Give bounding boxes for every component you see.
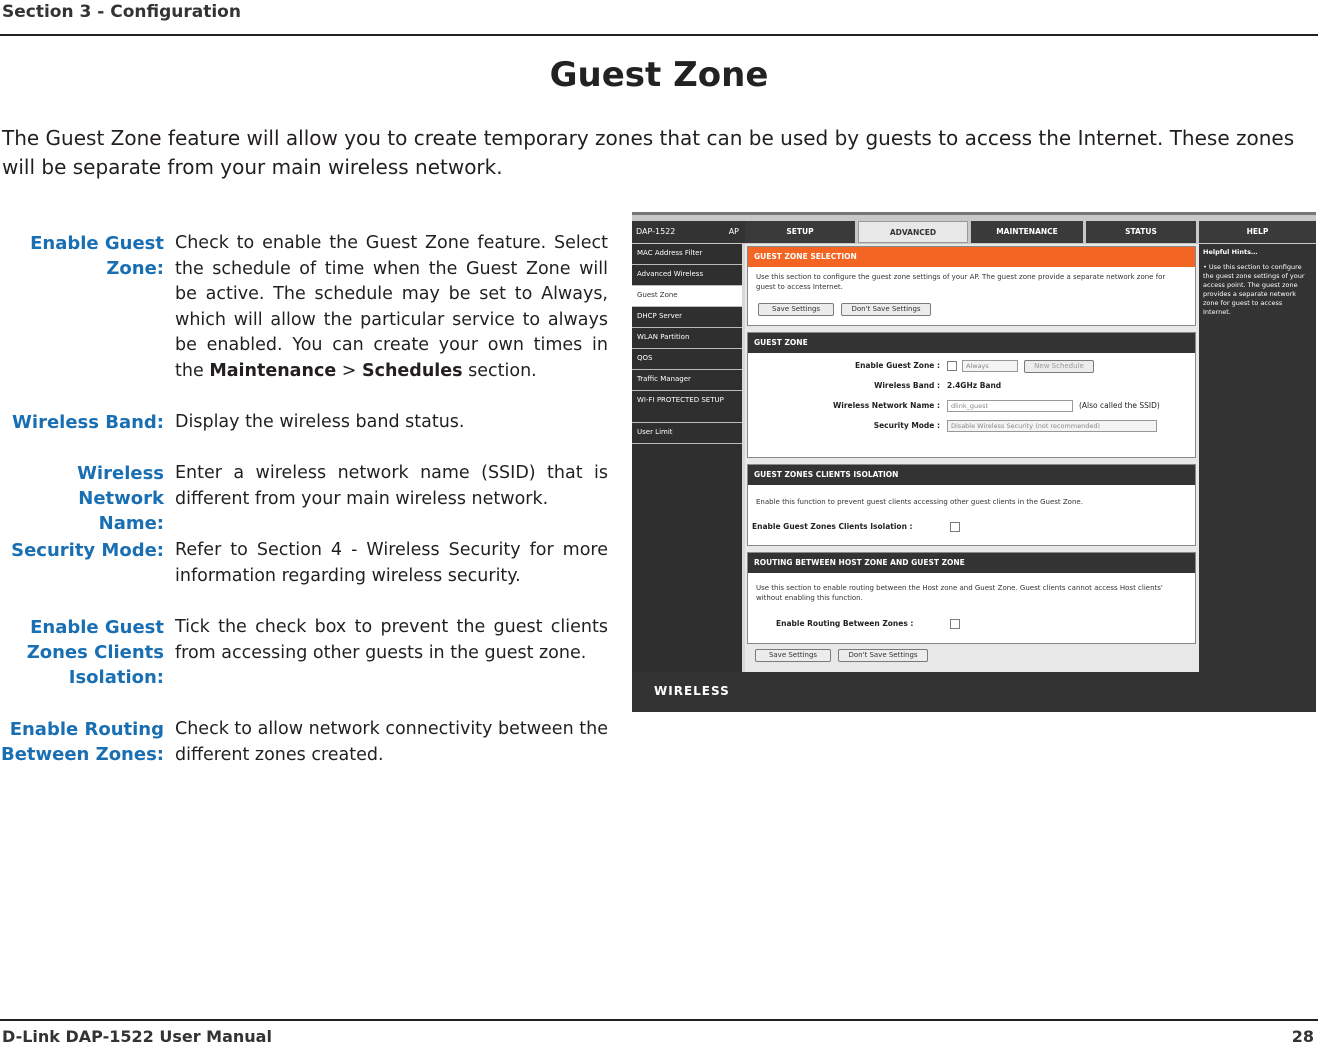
sidebar-item-qos[interactable]: QOS: [632, 349, 742, 370]
brand-bar: [632, 672, 1316, 712]
sidebar-item-wps[interactable]: WI-FI PROTECTED SETUP: [632, 391, 742, 423]
help-title: Helpful Hints…: [1203, 248, 1258, 256]
sidebar-item-traffic-manager[interactable]: Traffic Manager: [632, 370, 742, 391]
desc-enable-guest-zone: Check to enable the Guest Zone feature. Select the schedule of time when the Guest Zone will be active. The schedule may be set to Always, which will allow the particular service to always be enabled. You can create your own times in the Maintenance > Schedules section.: [175, 233, 608, 381]
section-header: Section 3 - Configuration: [2, 2, 241, 22]
term-security-mode: Security Mode:: [11, 540, 164, 561]
term-wireless-band: Wireless Band:: [12, 412, 164, 433]
ssid-input[interactable]: dlink_guest: [947, 400, 1073, 412]
wireless-band-value: 2.4GHz Band: [947, 381, 1002, 390]
panel-title: GUEST ZONES CLIENTS ISOLATION: [748, 465, 1195, 485]
sidebar-item-user-limit[interactable]: User Limit: [632, 423, 742, 444]
routing-label: Enable Routing Between Zones :: [776, 619, 914, 628]
panel-routing-between-zones: [747, 552, 1196, 644]
enable-guest-zone-checkbox[interactable]: [947, 361, 957, 371]
tab-maintenance[interactable]: MAINTENANCE: [971, 221, 1083, 243]
security-mode-label: Security Mode :: [873, 421, 940, 430]
panel-guest-zone: [747, 332, 1196, 458]
help-panel: [1199, 244, 1316, 672]
tab-setup[interactable]: SETUP: [745, 221, 855, 243]
panel-title: GUEST ZONE: [748, 333, 1195, 353]
enable-guest-zone-label: Enable Guest Zone :: [854, 361, 940, 370]
router-sidebar: [632, 244, 742, 672]
dont-save-settings-button-bottom[interactable]: Don't Save Settings: [838, 649, 928, 662]
term-enable-guest-zone: Enable Guest Zone:: [30, 233, 164, 279]
tab-status[interactable]: STATUS: [1086, 221, 1196, 243]
wireless-band-label: Wireless Band :: [874, 381, 940, 390]
bottom-divider: [0, 1019, 1318, 1021]
panel-text: Enable this function to prevent guest clients accessing other guest clients in the Guest Zone.: [756, 498, 1083, 506]
term-clients-isolation: Enable Guest Zones Clients Isolation:: [26, 617, 164, 688]
desc-routing-between-zones: Check to allow network connectivity between the different zones created.: [175, 719, 608, 765]
footer-manual-title: D-Link DAP-1522 User Manual: [2, 1027, 272, 1046]
panel-guest-zone-selection: [747, 246, 1196, 326]
router-topbar: [632, 212, 1316, 244]
panel-text: Use this section to enable routing between the Host zone and Guest Zone. Guest clients cannot access Host clients' without enabling this function.: [756, 584, 1163, 602]
page-title: Guest Zone: [549, 55, 769, 95]
sidebar-item-advanced-wireless[interactable]: Advanced Wireless: [632, 265, 742, 286]
routing-checkbox[interactable]: [950, 619, 960, 629]
sidebar-item-dhcp-server[interactable]: DHCP Server: [632, 307, 742, 328]
router-main: [745, 244, 1199, 672]
isolation-label: Enable Guest Zones Clients Isolation :: [752, 522, 913, 531]
isolation-checkbox[interactable]: [950, 522, 960, 532]
security-mode-select[interactable]: Disable Wireless Security (not recommended): [947, 420, 1157, 432]
panel-clients-isolation: [747, 464, 1196, 546]
intro-paragraph: The Guest Zone feature will allow you to create temporary zones that can be used by guests to access the Internet. These zones will be separate from your main wireless network.: [2, 126, 1295, 179]
dont-save-settings-button[interactable]: Don't Save Settings: [841, 303, 931, 316]
wireless-logo: WIRELESS: [654, 684, 730, 698]
save-settings-button-bottom[interactable]: Save Settings: [755, 649, 831, 662]
schedule-select[interactable]: Always: [962, 360, 1018, 372]
help-text: • Use this section to configure the guest zone settings of your access point. The guest zone provides a separate network zone for guest to access Internet.: [1203, 263, 1305, 316]
panel-title: ROUTING BETWEEN HOST ZONE AND GUEST ZONE: [748, 553, 1195, 573]
term-wireless-network-name: Wireless Network Name:: [77, 463, 164, 534]
new-schedule-button[interactable]: New Schedule: [1024, 360, 1094, 373]
page-number: 28: [1291, 1027, 1314, 1046]
top-divider: [0, 34, 1318, 36]
save-settings-button[interactable]: Save Settings: [758, 303, 834, 316]
desc-wireless-band: Display the wireless band status.: [175, 412, 465, 432]
ssid-label: Wireless Network Name :: [832, 401, 940, 410]
router-screenshot: [632, 212, 1316, 712]
ssid-note: (Also called the SSID): [1079, 401, 1160, 410]
term-routing-between-zones: Enable Routing Between Zones:: [0, 719, 164, 765]
desc-wireless-network-name: Enter a wireless network name (SSID) that is different from your main wireless network.: [175, 463, 608, 509]
model-badge: DAP-1522 AP: [632, 221, 745, 243]
panel-title: GUEST ZONE SELECTION: [748, 247, 1195, 267]
sidebar-item-guest-zone[interactable]: Guest Zone: [632, 286, 742, 307]
panel-text: Use this section to configure the guest zone settings of your AP. The guest zone provide a separate network zone for guest to access Internet.: [756, 273, 1166, 291]
sidebar-item-mac-filter[interactable]: MAC Address Filter: [632, 244, 742, 265]
desc-security-mode: Refer to Section 4 - Wireless Security for more information regarding wireless security.: [175, 540, 608, 586]
tab-help[interactable]: HELP: [1199, 221, 1316, 243]
sidebar-item-wlan-partition[interactable]: WLAN Partition: [632, 328, 742, 349]
desc-clients-isolation: Tick the check box to prevent the guest clients from accessing other guests in the guest zone.: [175, 617, 608, 663]
tab-advanced[interactable]: ADVANCED: [858, 221, 968, 243]
